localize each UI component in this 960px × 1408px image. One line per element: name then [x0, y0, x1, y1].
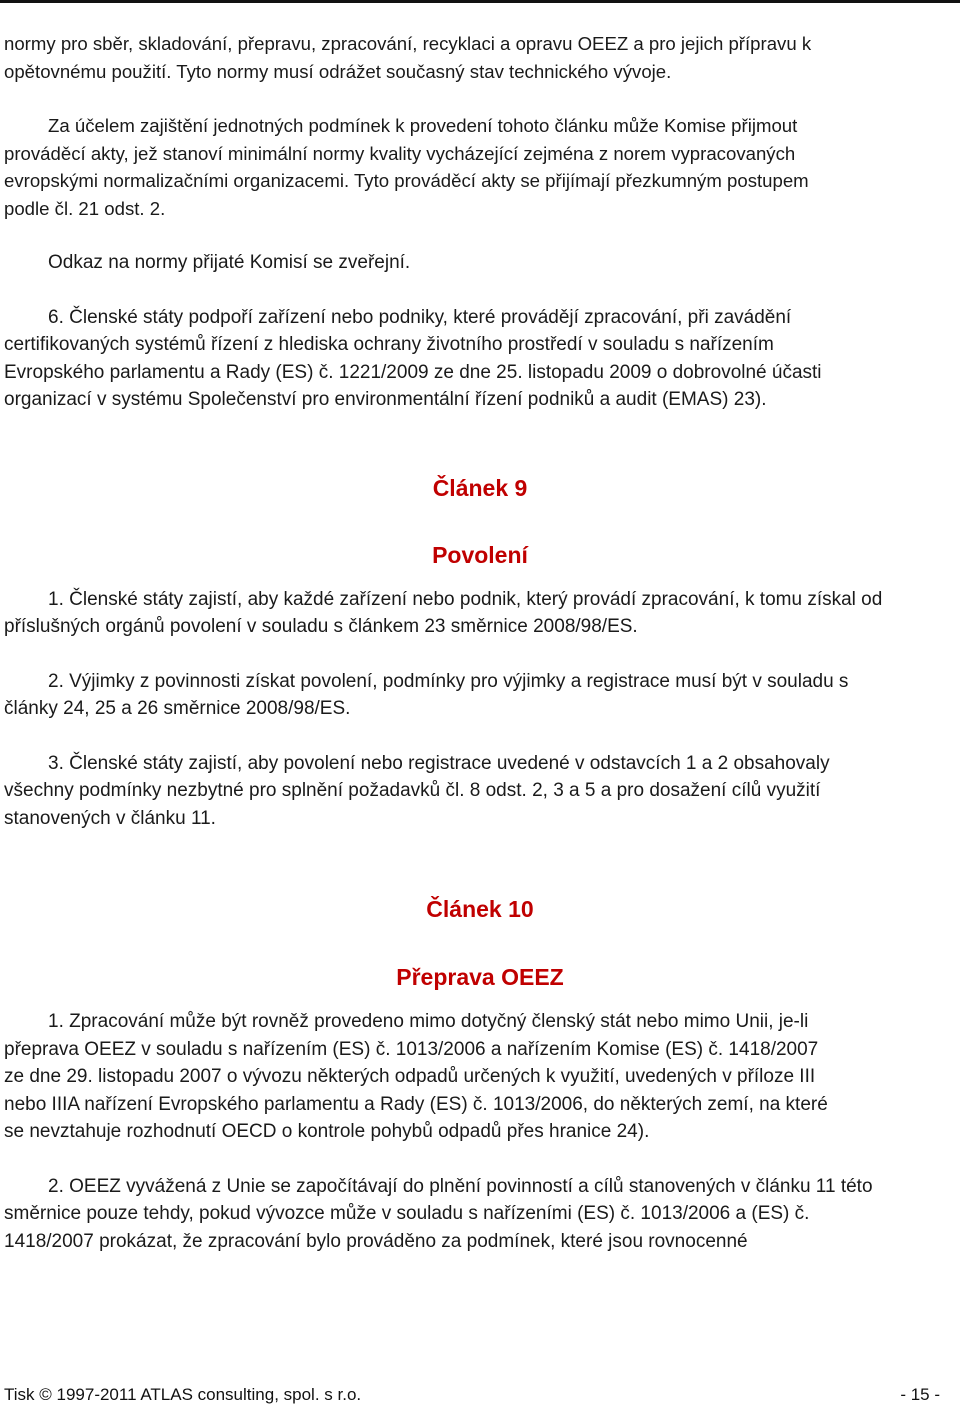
- article-9-paragraph-3: [4, 750, 956, 833]
- document-page: [4, 30, 956, 1255]
- para6-line-2: certifikovaných systémů řízení z hlediska ochrany životního prostředí v souladu s nařízením: [4, 334, 774, 355]
- intro-line-1: normy pro sběr, skladování, přepravu, zpracování, recyklaci a opravu OEEZ a pro jejich přípravu k: [4, 33, 812, 54]
- footer-copyright: Tisk © 1997-2011 ATLAS consulting, spol. s r.o.: [4, 1385, 362, 1404]
- art9-p2-line-2: články 24, 25 a 26 směrnice 2008/98/ES.: [4, 698, 351, 719]
- article-9-number: Článek 9: [432, 474, 528, 501]
- art9-p3-line-3: stanovených v článku 11.: [4, 807, 216, 829]
- art9-p3-line-2: všechny podmínky nezbytné pro splnění požadavků čl. 8 odst. 2, 3 a 5 a pro dosažení cílů využití: [4, 780, 821, 801]
- art10-p1-line-1: 1. Zpracování může být rovněž provedeno mimo dotyčný členský stát nebo mimo Unii, je-li: [48, 1011, 809, 1032]
- article-10-paragraph-1: [4, 1008, 956, 1146]
- art10-p1-line-4: nebo IIIA nařízení Evropského parlamentu a Rady (ES) č. 1013/2006, do některých zemí, na které: [4, 1093, 828, 1115]
- paragraph-6: [4, 304, 956, 414]
- page-footer: [4, 1385, 940, 1405]
- para6-line-1: 6. Členské státy podpoří zařízení nebo podniky, které provádějí zpracování, při zavádění: [48, 306, 792, 328]
- art10-p1-line-5: se nevztahuje rozhodnutí OECD o kontrole pohybů odpadů přes hranice 24).: [4, 1121, 650, 1142]
- art9-p1-line-1: 1. Členské státy zajistí, aby každé zařízení nebo podnik, který provádí zpracování, k tomu získal od: [48, 588, 883, 610]
- article-10-title: Přeprava OEEZ: [396, 964, 564, 990]
- article-10-paragraph-2: [4, 1173, 956, 1256]
- reference-paragraph: Odkaz na normy přijaté Komisí se zveřejní.: [48, 252, 411, 273]
- footer-page-number: - 15 -: [900, 1385, 940, 1404]
- article-9-paragraph-1: [4, 586, 956, 641]
- art10-p2-line-2: směrnice pouze tehdy, pokud vývozce může v souladu s nařízeními (ES) č. 1013/2006 a (ES) č.: [4, 1203, 810, 1224]
- intro-paragraph: [4, 30, 956, 85]
- article-9-title: Povolení: [432, 541, 528, 568]
- art10-p2-line-3: 1418/2007 prokázat, že zpracování bylo prováděno za podmínek, které jsou rovnocenné: [4, 1230, 748, 1252]
- art10-p1-line-3: ze dne 29. listopadu 2007 o vývozu některých odpadů určených k využití, uvedených v příloze III: [4, 1066, 816, 1087]
- article-9-paragraph-2: [4, 668, 956, 723]
- para6-line-4: organizací v systému Společenství pro environmentální řízení podniků a audit (EMAS) 23).: [4, 389, 767, 410]
- implementing-acts-paragraph: [4, 112, 956, 222]
- implementing-line-1: Za účelem zajištění jednotných podmínek k provedení tohoto článku může Komise přijmout: [48, 115, 798, 136]
- implementing-line-3b: Tyto prováděcí akty se přijímají přezkumným postupem: [349, 170, 809, 191]
- art9-p1-line-2: příslušných orgánů povolení v souladu s článkem 23 směrnice 2008/98/ES.: [4, 616, 638, 637]
- top-rule: [0, 0, 960, 3]
- implementing-line-2: prováděcí akty, jež stanoví minimální normy kvality vycházející zejména z norem vypracovaných: [4, 142, 796, 164]
- para6-line-3: Evropského parlamentu a Rady (ES) č. 1221/2009 ze dne 25. listopadu 2009 o dobrovolné účasti: [4, 361, 822, 383]
- implementing-line-4: podle čl. 21 odst. 2.: [4, 197, 166, 219]
- art10-p1-line-2: přeprava OEEZ v souladu s nařízením (ES) č. 1013/2006 a nařízením Komise (ES) č. 1418/2007: [4, 1038, 819, 1060]
- implementing-line-3a: evropskými normalizačními organizacemi.: [4, 170, 350, 191]
- intro-line-2: opětovnému použití. Tyto normy musí odrážet současný stav technického vývoje.: [4, 60, 672, 82]
- art10-p2-line-1: 2. OEEZ vyvážená z Unie se započítávají do plnění povinností a cílů stanovených v článku 11 této: [48, 1175, 873, 1197]
- article-10-number: Článek 10: [426, 896, 534, 922]
- art9-p2-line-1: 2. Výjimky z povinnosti získat povolení, podmínky pro výjimky a registrace musí být v souladu s: [48, 670, 849, 692]
- art9-p3-line-1: 3. Členské státy zajistí, aby povolení nebo registrace uvedené v odstavcích 1 a 2 obsahovaly: [48, 752, 830, 774]
